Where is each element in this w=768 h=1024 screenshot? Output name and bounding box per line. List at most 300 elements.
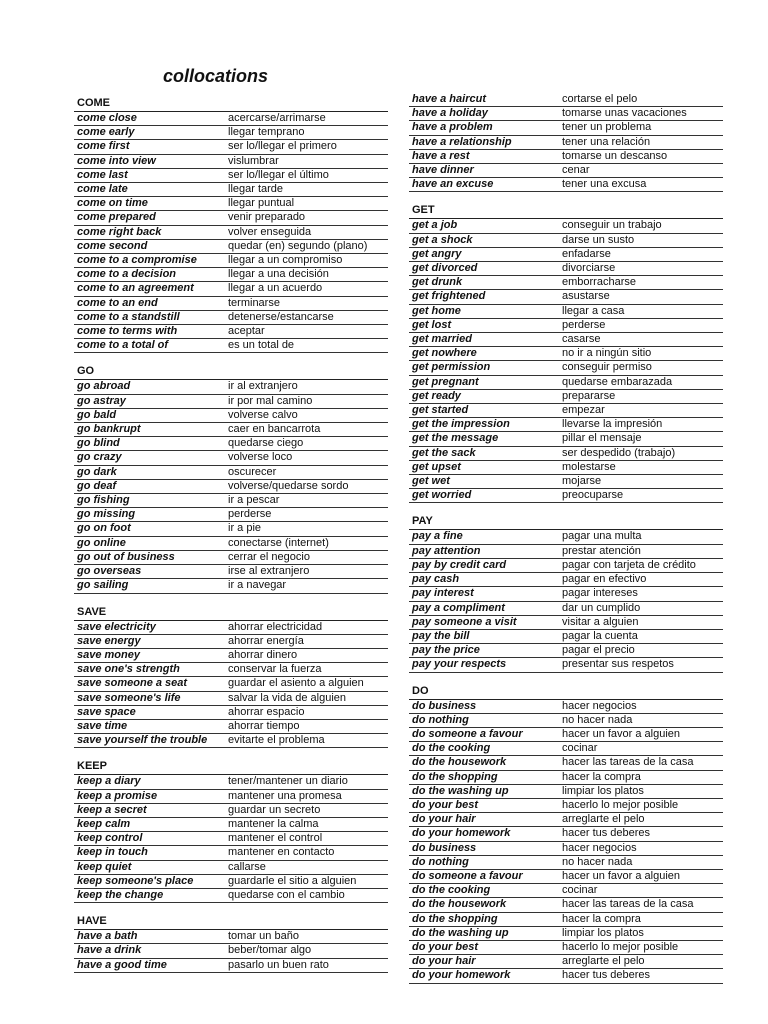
spanish-translation: hacer las tareas de la casa (562, 756, 694, 769)
collocation-row (409, 884, 723, 898)
collocation-row (74, 451, 388, 465)
collocation-row (409, 262, 723, 276)
english-phrase: keep in touch (77, 846, 148, 859)
collocation-row (74, 282, 388, 296)
spanish-translation: ir a pie (228, 522, 262, 535)
collocation-row (409, 93, 723, 107)
section-heading: PAY (409, 514, 723, 530)
english-phrase: save space (77, 705, 136, 718)
collocation-row (74, 537, 388, 551)
english-phrase: have a rest (412, 149, 470, 162)
spanish-translation: ir a pescar (228, 494, 280, 507)
collocation-row (74, 423, 388, 437)
section-keep (74, 759, 388, 903)
spanish-translation: emborracharse (562, 276, 636, 289)
spanish-translation: mantener en contacto (228, 846, 335, 859)
english-phrase: get angry (412, 247, 462, 260)
section-heading: SAVE (74, 605, 388, 621)
english-phrase: get lost (412, 318, 452, 331)
english-phrase: get wet (412, 475, 450, 488)
collocation-row (409, 447, 723, 461)
collocation-row (409, 248, 723, 262)
english-phrase: keep quiet (77, 860, 132, 873)
spanish-translation: conseguir un trabajo (562, 219, 662, 232)
english-phrase: go dark (77, 465, 117, 478)
spanish-translation: llegar a casa (562, 304, 625, 317)
spanish-translation: detenerse/estancarse (228, 310, 334, 323)
collocation-row (409, 107, 723, 121)
collocation-row (409, 842, 723, 856)
collocation-row (409, 489, 723, 503)
english-phrase: come to a compromise (77, 254, 197, 267)
spanish-translation: ser despedido (trabajo) (562, 446, 676, 459)
english-phrase: have a relationship (412, 135, 512, 148)
section-come (74, 96, 388, 353)
spanish-translation: irse al extranjero (228, 565, 310, 578)
collocation-row (409, 136, 723, 150)
collocation-row (74, 818, 388, 832)
spanish-translation: beber/tomar algo (228, 944, 312, 957)
english-phrase: save one's strength (77, 663, 180, 676)
collocation-row (409, 573, 723, 587)
english-phrase: have an excuse (412, 178, 494, 191)
collocation-row (74, 565, 388, 579)
spanish-translation: hacer las tareas de la casa (562, 898, 694, 911)
spanish-translation: volverse loco (228, 451, 293, 464)
english-phrase: come into view (77, 154, 156, 167)
spanish-translation: ahorrar energía (228, 634, 304, 647)
spanish-translation: ahorrar electricidad (228, 620, 323, 633)
spanish-translation: quedar (en) segundo (plano) (228, 239, 368, 252)
english-phrase: come right back (77, 225, 162, 238)
english-phrase: get drunk (412, 276, 463, 289)
collocation-row (409, 150, 723, 164)
english-phrase: come close (77, 112, 137, 124)
collocation-row (74, 944, 388, 958)
english-phrase: keep the change (77, 888, 164, 901)
spanish-translation: no hacer nada (562, 713, 633, 726)
collocation-row (409, 305, 723, 319)
collocation-row (74, 494, 388, 508)
spanish-translation: limpiar los platos (562, 784, 644, 797)
collocation-row (409, 813, 723, 827)
section-heading: HAVE (74, 914, 388, 930)
collocation-row (409, 290, 723, 304)
english-phrase: go on foot (77, 522, 131, 535)
english-phrase: pay your respects (412, 658, 507, 671)
spanish-translation: guardar el asiento a alguien (228, 677, 364, 690)
english-phrase: go fishing (77, 494, 130, 507)
spanish-translation: arreglarte el pelo (562, 955, 645, 968)
collocation-row (74, 775, 388, 789)
collocation-row (74, 930, 388, 944)
spanish-translation: limpiar los platos (562, 926, 644, 939)
collocation-row (409, 390, 723, 404)
collocation-row (409, 333, 723, 347)
english-phrase: have a drink (77, 944, 142, 957)
collocation-row (409, 728, 723, 742)
english-phrase: come first (77, 140, 130, 153)
collocation-row (74, 437, 388, 451)
spanish-translation: salvar la vida de alguien (228, 691, 347, 704)
english-phrase: save electricity (77, 620, 156, 633)
spanish-translation: ser lo/llegar el último (228, 168, 329, 181)
english-phrase: get a shock (412, 233, 473, 246)
english-phrase: get permission (412, 361, 491, 374)
collocation-row (409, 234, 723, 248)
collocation-row (409, 219, 723, 233)
spanish-translation: tener/mantener un diario (228, 775, 348, 788)
spanish-translation: casarse (562, 333, 601, 346)
english-phrase: come to a standstill (77, 310, 180, 323)
spanish-translation: llegar puntual (228, 197, 295, 210)
english-phrase: keep calm (77, 817, 131, 830)
spanish-translation: prestar atención (562, 544, 641, 557)
collocation-row (409, 545, 723, 559)
spanish-translation: quedarse ciego (228, 437, 304, 450)
collocation-row (74, 409, 388, 423)
english-phrase: pay someone a visit (412, 615, 517, 628)
collocation-row (409, 178, 723, 192)
spanish-translation: mojarse (562, 475, 602, 488)
english-phrase: do someone a favour (412, 869, 523, 882)
english-phrase: come to a decision (77, 268, 177, 281)
spanish-translation: visitar a alguien (562, 615, 639, 628)
english-phrase: come to a total of (77, 339, 169, 352)
collocation-row (74, 197, 388, 211)
spanish-translation: perderse (228, 508, 272, 521)
collocation-row (74, 112, 388, 126)
english-phrase: pay a compliment (412, 601, 505, 614)
collocation-row (409, 644, 723, 658)
english-phrase: get married (412, 333, 472, 346)
collocation-row (74, 480, 388, 494)
section-heading: KEEP (74, 759, 388, 775)
english-phrase: come prepared (77, 211, 156, 224)
spanish-translation: ir a navegar (228, 579, 287, 592)
collocation-row (409, 164, 723, 178)
spanish-translation: conectarse (internet) (228, 536, 329, 549)
collocation-row (409, 700, 723, 714)
collocation-row (409, 799, 723, 813)
spanish-translation: enfadarse (562, 247, 611, 260)
collocation-row (74, 211, 388, 225)
spanish-translation: pillar el mensaje (562, 432, 642, 445)
english-phrase: do your homework (412, 969, 511, 982)
english-phrase: come to an end (77, 296, 158, 309)
collocation-row (74, 790, 388, 804)
spanish-translation: asustarse (562, 290, 610, 303)
spanish-translation: tener una excusa (562, 178, 647, 191)
english-phrase: do the washing up (412, 926, 509, 939)
spanish-translation: hacer tus deberes (562, 969, 651, 982)
collocation-row (409, 856, 723, 870)
collocation-row (409, 121, 723, 135)
english-phrase: save someone's life (77, 691, 181, 704)
collocation-row (409, 616, 723, 630)
english-phrase: come late (77, 183, 128, 196)
english-phrase: pay interest (412, 587, 474, 600)
section-go (74, 364, 388, 593)
collocation-row (74, 706, 388, 720)
spanish-translation: arreglarte el pelo (562, 813, 645, 826)
english-phrase: pay by credit card (412, 558, 507, 571)
collocation-row (74, 875, 388, 889)
english-phrase: go deaf (77, 479, 117, 492)
collocation-row (74, 621, 388, 635)
spanish-translation: llegar a un compromiso (228, 254, 343, 267)
spanish-translation: no hacer nada (562, 855, 633, 868)
collocation-row (409, 559, 723, 573)
english-phrase: get divorced (412, 262, 478, 275)
collocation-row (409, 376, 723, 390)
english-phrase: do business (412, 699, 477, 712)
page-title: collocations (163, 66, 269, 86)
spanish-translation: cocinar (562, 742, 598, 755)
english-phrase: have a good time (77, 958, 167, 971)
spanish-translation: cocinar (562, 884, 598, 897)
english-phrase: pay the bill (412, 629, 470, 642)
english-phrase: do the housework (412, 898, 507, 911)
spanish-translation: tomar un baño (228, 930, 299, 943)
spanish-translation: tener un problema (562, 121, 652, 134)
collocation-row (74, 339, 388, 353)
english-phrase: pay attention (412, 544, 481, 557)
collocation-row (409, 827, 723, 841)
collocation-row (74, 734, 388, 748)
spanish-translation: hacer la compra (562, 770, 641, 783)
collocation-row (74, 522, 388, 536)
english-phrase: do nothing (412, 713, 469, 726)
spanish-translation: cerrar el negocio (228, 550, 310, 563)
spanish-translation: pagar con tarjeta de crédito (562, 558, 696, 571)
collocation-row (74, 169, 388, 183)
collocation-row (74, 240, 388, 254)
english-phrase: get started (412, 404, 469, 417)
spanish-translation: pagar una multa (562, 530, 642, 543)
english-phrase: get worried (412, 489, 472, 502)
collocation-row (74, 579, 388, 593)
spanish-translation: pagar en efectivo (562, 573, 647, 586)
english-phrase: come to an agreement (77, 282, 194, 295)
spanish-translation: evitarte el problema (228, 734, 325, 747)
spanish-translation: ahorrar dinero (228, 648, 298, 661)
collocation-row (74, 466, 388, 480)
collocation-row (409, 432, 723, 446)
collocation-row (409, 785, 723, 799)
english-phrase: save energy (77, 634, 141, 647)
spanish-translation: darse un susto (562, 233, 635, 246)
english-phrase: do your hair (412, 955, 476, 968)
spanish-translation: hacerlo lo mejor posible (562, 798, 679, 811)
spanish-translation: empezar (562, 404, 605, 417)
english-phrase: get pregnant (412, 375, 479, 388)
spanish-translation: acercarse/arrimarse (228, 112, 326, 124)
english-phrase: have a haircut (412, 93, 486, 105)
english-phrase: keep a diary (77, 775, 141, 788)
spanish-translation: llevarse la impresión (562, 418, 663, 431)
spanish-translation: oscurecer (228, 465, 277, 478)
collocation-row (74, 508, 388, 522)
spanish-translation: hacer un favor a alguien (562, 869, 681, 882)
spanish-translation: pasarlo un buen rato (228, 958, 329, 971)
collocation-row (74, 861, 388, 875)
spanish-translation: hacer tus deberes (562, 827, 651, 840)
collocation-row (409, 276, 723, 290)
section-pay (409, 514, 723, 672)
spanish-translation: prepararse (562, 389, 616, 402)
spanish-translation: vislumbrar (228, 154, 279, 167)
english-phrase: do your best (412, 940, 479, 953)
collocation-row (409, 347, 723, 361)
spanish-translation: hacer un favor a alguien (562, 727, 681, 740)
english-phrase: save time (77, 719, 128, 732)
collocation-row (409, 955, 723, 969)
english-phrase: do the shopping (412, 770, 498, 783)
section-heading: DO (409, 684, 723, 700)
spanish-translation: quedarse con el cambio (228, 888, 345, 901)
section-save (74, 605, 388, 749)
english-phrase: do the washing up (412, 784, 509, 797)
collocation-row (409, 530, 723, 544)
english-phrase: do business (412, 841, 477, 854)
spanish-translation: tomarse unas vacaciones (562, 107, 687, 120)
spanish-translation: pagar la cuenta (562, 629, 638, 642)
english-phrase: come early (77, 126, 135, 139)
spanish-translation: mantener la calma (228, 817, 319, 830)
spanish-translation: pagar intereses (562, 587, 638, 600)
collocation-row (74, 846, 388, 860)
english-phrase: pay a fine (412, 530, 463, 543)
english-phrase: go out of business (77, 550, 175, 563)
collocation-row (409, 898, 723, 912)
english-phrase: go sailing (77, 579, 129, 592)
english-phrase: get ready (412, 389, 461, 402)
english-phrase: do the housework (412, 756, 507, 769)
collocation-row (409, 602, 723, 616)
collocation-row (409, 319, 723, 333)
spanish-translation: molestarse (562, 460, 616, 473)
english-phrase: go blind (77, 437, 120, 450)
collocation-row (74, 635, 388, 649)
english-phrase: get the sack (412, 446, 476, 459)
collocation-row (409, 969, 723, 983)
collocation-row (409, 404, 723, 418)
spanish-translation: presentar sus respetos (562, 658, 674, 671)
spanish-translation: ahorrar espacio (228, 705, 305, 718)
english-phrase: come on time (77, 197, 148, 210)
spanish-translation: ser lo/llegar el primero (228, 140, 337, 153)
spanish-translation: conseguir permiso (562, 361, 652, 374)
spanish-translation: conservar la fuerza (228, 663, 322, 676)
english-phrase: go online (77, 536, 126, 549)
spanish-translation: ir al extranjero (228, 380, 298, 393)
english-phrase: have a problem (412, 121, 493, 134)
english-phrase: get the impression (412, 418, 510, 431)
collocation-row (409, 461, 723, 475)
english-phrase: keep a promise (77, 789, 158, 802)
english-phrase: go bald (77, 408, 117, 421)
collocation-row (409, 913, 723, 927)
collocation-row (409, 658, 723, 672)
english-phrase: save someone a seat (77, 677, 188, 690)
spanish-translation: llegar a un acuerdo (228, 282, 323, 295)
collocation-row (409, 870, 723, 884)
collocation-row (74, 663, 388, 677)
collocation-row (74, 140, 388, 154)
spanish-translation: mantener una promesa (228, 789, 342, 802)
spanish-translation: cenar (562, 164, 590, 177)
collocation-row (74, 325, 388, 339)
english-phrase: have dinner (412, 164, 474, 177)
spanish-translation: hacer la compra (562, 912, 641, 925)
english-phrase: do the cooking (412, 884, 491, 897)
spanish-translation: venir preparado (228, 211, 306, 224)
collocation-row (74, 959, 388, 973)
spanish-translation: terminarse (228, 296, 280, 309)
collocation-row (74, 226, 388, 240)
spanish-translation: mantener el control (228, 832, 323, 845)
spanish-translation: no ir a ningún sitio (562, 347, 652, 360)
collocation-row (74, 649, 388, 663)
english-phrase: keep someone's place (77, 874, 194, 887)
spanish-translation: hacer negocios (562, 841, 637, 854)
english-phrase: get nowhere (412, 347, 477, 360)
collocation-row (74, 297, 388, 311)
collocation-row (74, 380, 388, 394)
collocation-row (74, 551, 388, 565)
section-continued (409, 93, 723, 192)
spanish-translation: tomarse un descanso (562, 149, 668, 162)
section-get (409, 203, 723, 503)
english-phrase: do the cooking (412, 742, 491, 755)
spanish-translation: dar un cumplido (562, 601, 641, 614)
english-phrase: come to terms with (77, 325, 178, 338)
collocation-row (409, 756, 723, 770)
english-phrase: pay the price (412, 644, 480, 657)
collocation-row (74, 677, 388, 691)
collocation-row (409, 714, 723, 728)
english-phrase: go bankrupt (77, 423, 141, 436)
spanish-translation: guardarle el sitio a alguien (228, 874, 357, 887)
collocation-row (409, 927, 723, 941)
spanish-translation: es un total de (228, 339, 295, 352)
english-phrase: go crazy (77, 451, 122, 464)
section-heading: COME (74, 96, 388, 112)
english-phrase: do someone a favour (412, 727, 523, 740)
english-phrase: get frightened (412, 290, 486, 303)
collocation-row (409, 587, 723, 601)
english-phrase: keep control (77, 832, 143, 845)
english-phrase: get upset (412, 460, 461, 473)
english-phrase: have a bath (77, 930, 138, 943)
english-phrase: do your best (412, 798, 479, 811)
english-phrase: get a job (412, 219, 458, 232)
collocation-row (409, 361, 723, 375)
collocation-row (409, 418, 723, 432)
spanish-translation: llegar tarde (228, 183, 284, 196)
collocation-row (74, 692, 388, 706)
spanish-translation: quedarse embarazada (562, 375, 673, 388)
collocation-row (409, 941, 723, 955)
english-phrase: keep a secret (77, 803, 147, 816)
spanish-translation: hacer negocios (562, 699, 637, 712)
english-phrase: come second (77, 239, 148, 252)
spanish-translation: caer en bancarrota (228, 423, 321, 436)
collocation-row (74, 889, 388, 903)
collocation-row (409, 742, 723, 756)
collocation-row (74, 804, 388, 818)
